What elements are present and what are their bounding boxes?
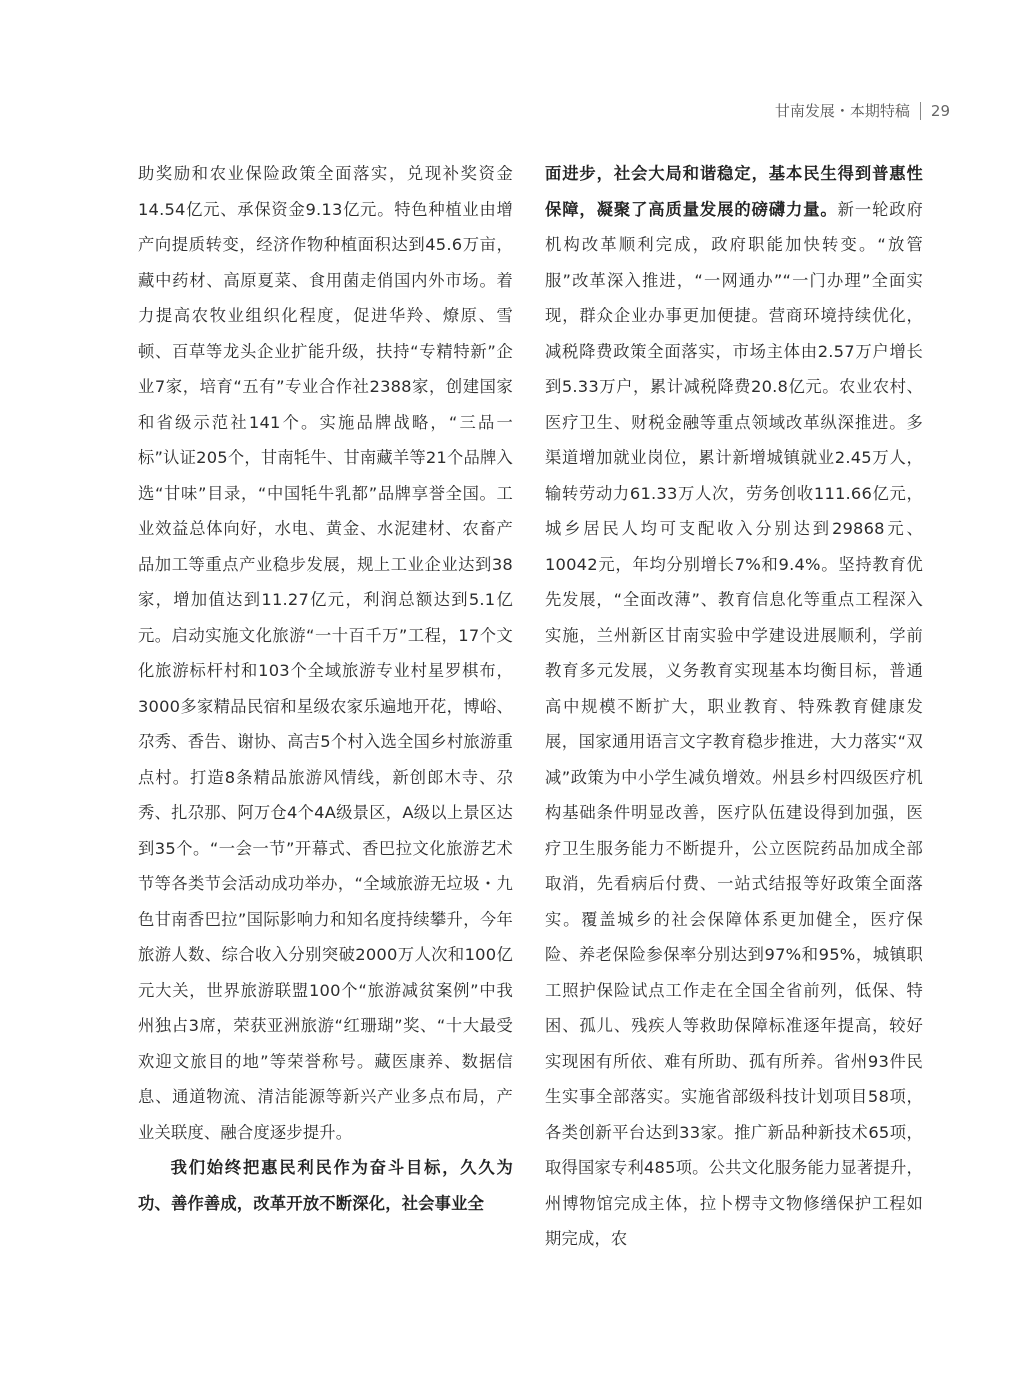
right-paragraph-1-text: 新一轮政府机构改革顺利完成，政府职能加快转变。“放管服”改革深入推进，“一网通办”“一门办理”全面实现，群众企业办事更加便捷。营商环境持续优化，减税降费政策全面落实，市场主体由2.57万户增长到5.33万户，累计减税降费20.8亿元。农业农村、医疗卫生、财税金融等重点领域改革纵深推进。多渠道增加就业岗位，累计新增城镇就业2.45万人，输转劳动力61.33万人次，劳务创收111.66亿元，城乡居民人均可支配收入分别达到29868元、10042元，年均分别增长7%和9.4%。坚持教育优先发展，“全面改薄”、教育信息化等重点工程深入实施，兰州新区甘南实验中学建设进展顺利，学前教育多元发展，义务教育实现基本均衡目标，普通高中规模不断扩大，职业教育、特殊教育健康发展，国家通用语言文字教育稳步推进，大力落实“双减”政策为中小学生减负增效。州县乡村四级医疗机构基础条件明显改善，医疗队伍建设得到加强，医疗卫生服务能力不断提升，公立医院药品加成全部取消，先看病后付费、一站式结报等好政策全面落实。覆盖城乡的社会保障体系更加健全，医疗保险、养老保险参保率分别达到97%和95%，城镇职工照护保险试点工作走在全国全省前列，低保、特困、孤儿、残疾人等救助保障标准逐年提高，较好实现困有所依、难有所助、孤有所养。省州93件民生实事全部落实。实施省部级科技计划项目58项，各类创新平台达到33家。推广新品种新技术65项，取得国家专利485项。公共文化服务能力显著提升，州博物馆完成主体，拉卜楞寺文物修缮保护工程如期完成，农 [545, 199, 923, 1248]
left-paragraph-2: 我们始终把惠民利民作为奋斗目标，久久为功、善作善成，改革开放不断深化，社会事业全 [138, 1158, 513, 1213]
page-header [775, 100, 950, 121]
left-paragraph-1: 助奖励和农业保险政策全面落实，兑现补奖资金14.54亿元、承保资金9.13亿元。特色种植业由增产向提质转变，经济作物种植面积达到45.6万亩，藏中药材、高原夏菜、食用菌走俏国内外市场。着力提高农牧业组织化程度，促进华羚、燎原、雪顿、百草等龙头企业扩能升级，扶持“专精特新”企业7家，培育“五有”专业合作社2388家，创建国家和省级示范社141个。实施品牌战略，“三品一标”认证205个，甘南牦牛、甘南藏羊等21个品牌入选“甘味”目录，“中国牦牛乳都”品牌享誉全国。工业效益总体向好，水电、黄金、水泥建材、农畜产品加工等重点产业稳步发展，规上工业企业达到38家，增加值达到11.27亿元，利润总额达到5.1亿元。启动实施文化旅游“一十百千万”工程，17个文化旅游标杆村和103个全域旅游专业村星罗棋布，3000多家精品民宿和星级农家乐遍地开花，博峪、尕秀、香告、谢协、高吉5个村入选全国乡村旅游重点村。打造8条精品旅游风情线，新创郎木寺、尕秀、扎尕那、阿万仓4个4A级景区，A级以上景区达到35个。“一会一节”开幕式、香巴拉文化旅游艺术节等各类节会活动成功举办，“全域旅游无垃圾・九色甘南香巴拉”国际影响力和知名度持续攀升，今年旅游人数、综合收入分别突破2000万人次和100亿元大关，世界旅游联盟100个“旅游减贫案例”中我州独占3席，荣获亚洲旅游“红珊瑚”奖、“十大最受欢迎文旅目的地”等荣誉称号。藏医康养、数据信息、通道物流、清洁能源等新兴产业多点布局，产业关联度、融合度逐步提升。 [138, 164, 513, 1142]
header-divider [920, 102, 921, 120]
right-paragraph-1 [545, 156, 923, 1257]
section-title: 甘南发展・本期特稿 [774, 102, 910, 120]
right-column [545, 156, 923, 1257]
right-paragraph-1-bold: 面进步，社会大局和谐稳定，基本民生得到普惠性保障，凝聚了高质量发展的磅礴力量。 [545, 164, 923, 219]
page-number: 29 [930, 101, 950, 120]
left-column [138, 156, 513, 1221]
